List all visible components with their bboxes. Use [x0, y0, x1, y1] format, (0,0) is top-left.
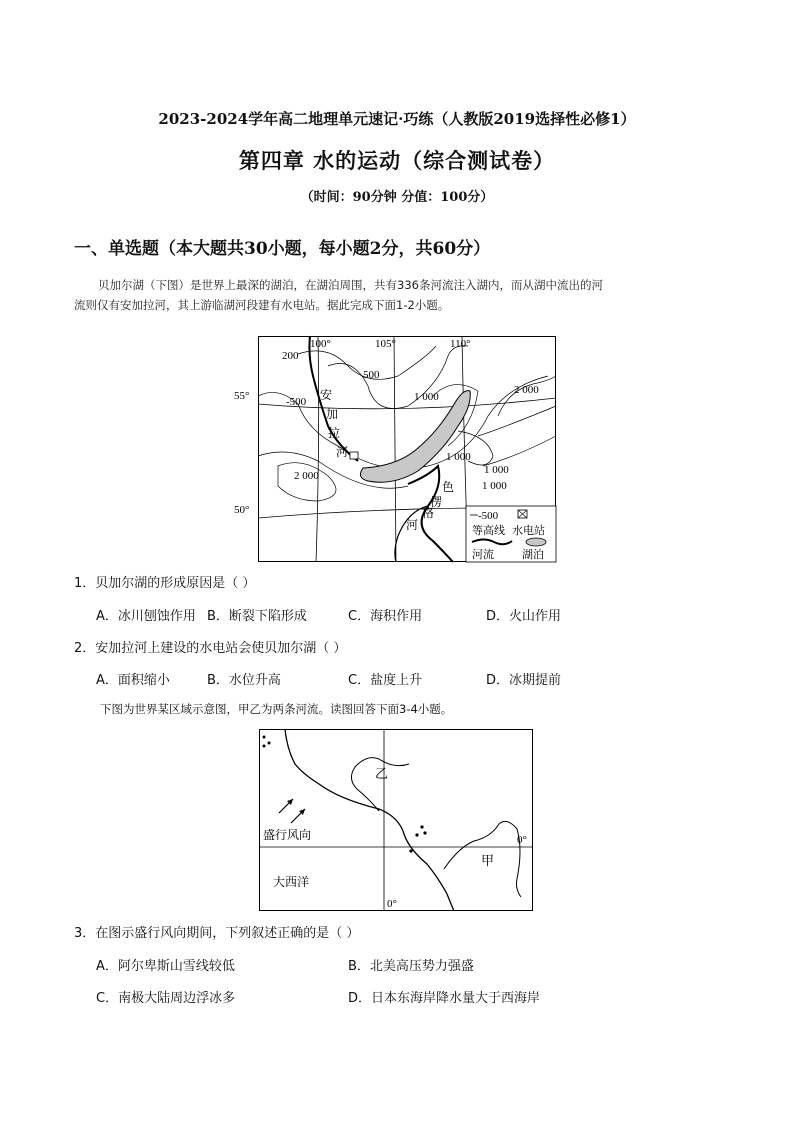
q2-option-d[interactable]: D．冰期提前: [486, 673, 562, 688]
q3-option-d[interactable]: D．日本东海岸降水量大于西海岸: [348, 991, 541, 1006]
q3-option-a[interactable]: A．阿尔卑斯山雪线较低: [96, 959, 235, 974]
river-label: 河: [336, 445, 349, 459]
river-label: 格: [422, 506, 435, 520]
dam-legend-icon: [518, 510, 527, 518]
meridian-degree-label: 0°: [387, 898, 397, 910]
region-map: [259, 729, 533, 911]
q2-option-a[interactable]: A．面积缩小: [96, 673, 170, 688]
wind-label: 盛行风向: [263, 828, 312, 842]
q3-option-b[interactable]: B．北美高压势力强盛: [348, 959, 474, 974]
river-b-label: 乙: [375, 766, 389, 781]
question-2-stem: 2．安加拉河上建设的水电站会使贝加尔湖（ ）: [74, 641, 347, 656]
river-a-label: 甲: [481, 853, 495, 868]
lon-label: 110°: [450, 338, 471, 350]
intro-line-1: 贝加尔湖（下图）是世界上最深的湖泊，在湖泊周围，共有336条河流注入湖内，而从湖中流出的河: [98, 278, 603, 292]
contour-label: 500: [363, 369, 380, 381]
contour-label: 1 000: [484, 464, 509, 476]
contour-label: -500: [286, 396, 307, 408]
section-title: 一、单选题（本大题共30小题，每小题2分，共60分）: [74, 239, 491, 259]
river-label: 拉: [328, 426, 341, 440]
ocean-label: 大西洋: [273, 875, 310, 889]
contour-label: 200: [282, 350, 299, 362]
river-label: 河: [406, 518, 419, 532]
river-label: 安: [320, 388, 333, 402]
contour-label: 2 000: [294, 470, 319, 482]
contour-label: 2 000: [514, 384, 539, 396]
q2-option-b[interactable]: B．水位升高: [207, 673, 281, 688]
legend-river: 河流: [472, 549, 494, 561]
legend-lake: 湖泊: [522, 549, 544, 561]
question-1-stem: 1．贝加尔湖的形成原因是（ ）: [74, 576, 256, 591]
contour-label: 1 000: [482, 480, 507, 492]
lat-label: 50°: [234, 504, 250, 516]
river-label: 加: [326, 407, 339, 421]
contour-label: 1 000: [414, 391, 439, 403]
lon-label: 105°: [375, 338, 396, 350]
legend-contour-value: -500: [478, 510, 499, 522]
baikal-map: [234, 336, 556, 562]
legend-contour: 等高线: [472, 525, 505, 537]
map-legend: [466, 506, 556, 562]
lon-label: 100°: [310, 338, 331, 350]
q2-option-c[interactable]: C．盐度上升: [348, 673, 423, 688]
q1-option-c[interactable]: C．海积作用: [348, 609, 423, 624]
intro-line-2: 流则仅有安加拉河，其上游临湖河段建有水电站。据此完成下面1-2小题。: [74, 298, 450, 312]
question-3-stem: 3．在图示盛行风向期间，下列叙述正确的是（ ）: [74, 926, 360, 941]
q1-option-d[interactable]: D．火山作用: [486, 609, 562, 624]
q3-option-c[interactable]: C．南极大陆周边浮冰多: [96, 991, 236, 1006]
intro-paragraph-2: 下图为世界某区域示意图，甲乙为两条河流。读图回答下面3-4小题。: [100, 702, 453, 716]
lat-label: 55°: [234, 390, 250, 402]
river-label: 色: [442, 480, 455, 494]
lake-legend-icon: [526, 538, 546, 546]
river-label: 楞: [430, 495, 443, 509]
q1-option-b[interactable]: B．断裂下陷形成: [207, 609, 307, 624]
intro-paragraph-1: [74, 275, 724, 315]
chapter-title: 第四章 水的运动（综合测试卷）: [238, 148, 556, 173]
time-score-info: （时间：90分钟 分值：100分）: [300, 190, 494, 205]
q1-option-a[interactable]: A．冰川刨蚀作用: [96, 609, 196, 624]
dam-icon: [350, 452, 358, 459]
document-subtitle: 2023-2024学年高二地理单元速记·巧练（人教版2019选择性必修1）: [158, 110, 636, 128]
equator-degree-label: 0°: [517, 834, 527, 846]
contour-label: 1 000: [446, 451, 471, 463]
legend-station: 水电站: [512, 525, 545, 537]
